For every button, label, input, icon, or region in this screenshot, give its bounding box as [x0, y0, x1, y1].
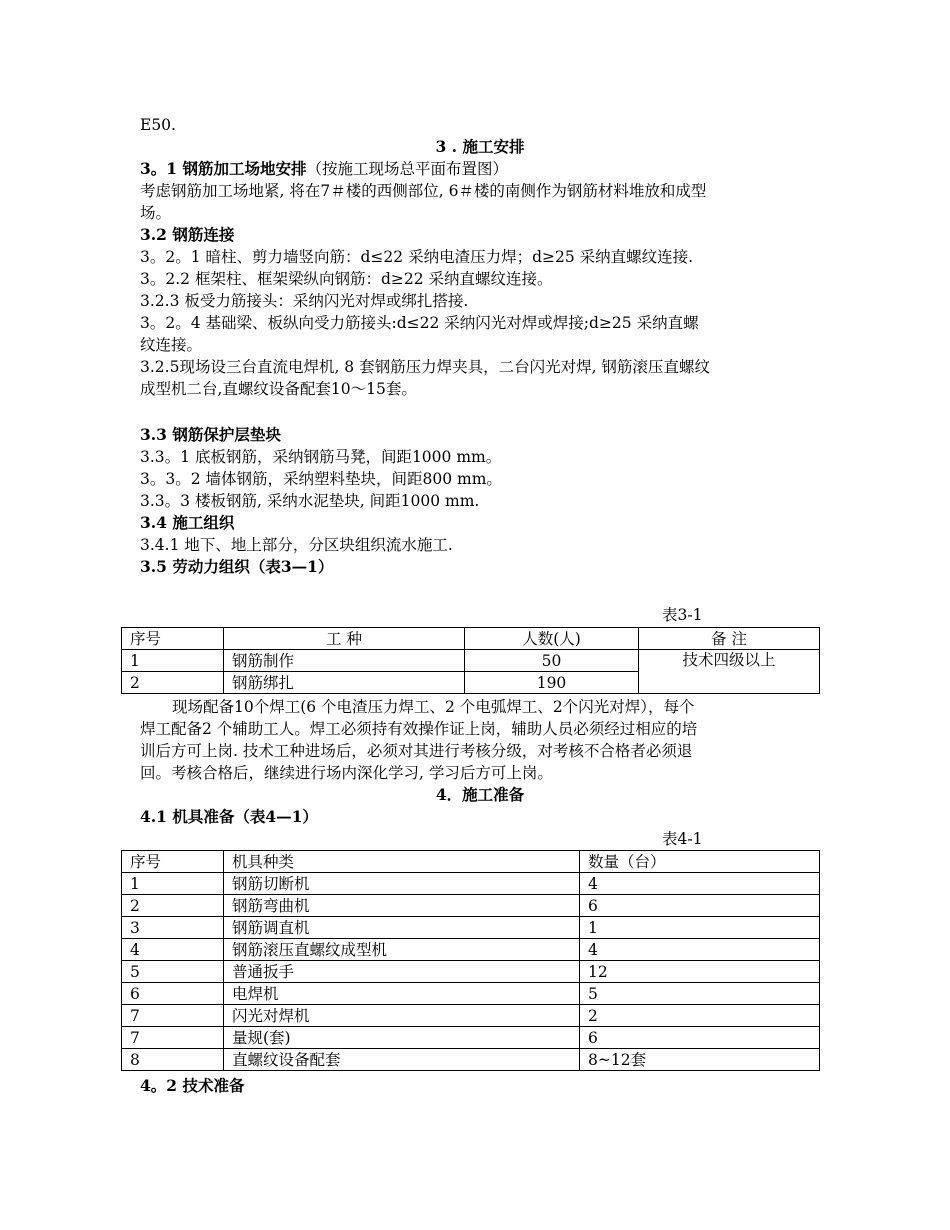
table-cell: 4 [580, 873, 820, 895]
paragraph-line: 3.2.5现场设三台直流电焊机, 8 套钢筋压力焊夹具，二台闪光对焊, 钢筋滚压直螺纹 [140, 358, 710, 376]
table-cell: 3 [122, 917, 224, 939]
table-cell: 12 [580, 961, 820, 983]
table-cell: 钢筋绑扎 [224, 672, 465, 694]
table-row [122, 873, 820, 895]
table-cell: 电焊机 [224, 983, 580, 1005]
subheading-4-1: 4.1 机具准备（表4—1） [140, 807, 318, 826]
table-row [122, 1049, 820, 1071]
table-cell: 直螺纹设备配套 [224, 1049, 580, 1071]
subheading-3-1 [140, 158, 820, 180]
paragraph-line: 纹连接。 [140, 336, 203, 354]
paragraph-line: 考虑钢筋加工场地紧, 将在7＃楼的西侧部位, 6＃楼的南侧作为钢筋材料堆放和成型 [140, 182, 707, 200]
table-row [122, 895, 820, 917]
paragraph-line: 焊工配备2 个辅助工人。焊工必须持有效操作证上岗，辅助人员必须经过相应的培 [140, 720, 698, 738]
paragraph-line: 3.3。3 楼板钢筋, 采纳水泥垫块, 间距1000 mm. [140, 492, 480, 510]
table-cell: 50 [465, 650, 639, 672]
subheading-3-4: 3.4 施工组织 [140, 513, 235, 532]
table-cell: 1 [580, 917, 820, 939]
subheading-3-1-title: 3。1 钢筋加工场地安排 [140, 159, 307, 178]
section-heading-4: 4．施工准备 [435, 785, 525, 804]
table-4-1-caption: 表4-1 [662, 830, 703, 848]
table-note-cell: 技术四级以上 [639, 650, 820, 694]
paragraph-line: 训后方可上岗. 技术工种进场后，必须对其进行考核分级，对考核不合格者必须退 [140, 742, 693, 760]
table-cell: 钢筋切断机 [224, 873, 580, 895]
table-cell: 2 [122, 672, 224, 694]
table-header-row [122, 851, 820, 873]
table-cell: 5 [122, 961, 224, 983]
section-heading-3: 3 . 施工安排 [435, 137, 525, 156]
paragraph-line: 3.4.1 地下、地上部分，分区块组织流水施工. [140, 536, 453, 554]
paragraph-line: 现场配备10个焊工(6 个电渣压力焊工、2 个电弧焊工、2个闪光对焊），每个 [172, 698, 695, 716]
table-cell: 6 [122, 983, 224, 1005]
table-cell: 量规(套) [224, 1027, 580, 1049]
header-cell: 数量（台） [580, 851, 820, 873]
equipment-table [121, 850, 820, 1071]
table-row [122, 961, 820, 983]
table-cell: 7 [122, 1027, 224, 1049]
table-cell: 4 [122, 939, 224, 961]
table-row [122, 1005, 820, 1027]
paragraph-line: 3.2.3 板受力筋接头：采纳闪光对焊或绑扎搭接. [140, 292, 469, 310]
paragraph-line: 成型机二台,直螺纹设备配套10～15套。 [140, 380, 417, 398]
table-cell: 钢筋制作 [224, 650, 465, 672]
table-cell: 2 [580, 1005, 820, 1027]
header-cell: 工 种 [224, 628, 465, 650]
table-row [122, 1027, 820, 1049]
paragraph-line: 3。3。2 墙体钢筋，采纳塑料垫块，间距800 mm。 [140, 470, 502, 488]
table-cell: 8 [122, 1049, 224, 1071]
table-row [122, 650, 820, 672]
table-cell: 2 [122, 895, 224, 917]
table-cell: 5 [580, 983, 820, 1005]
table-cell: 闪光对焊机 [224, 1005, 580, 1027]
table-cell: 钢筋弯曲机 [224, 895, 580, 917]
subheading-3-3: 3.3 钢筋保护层垫块 [140, 425, 281, 444]
header-cell: 备 注 [639, 628, 820, 650]
subheading-3-5: 3.5 劳动力组织（表3—1） [140, 557, 334, 576]
table-cell: 8~12套 [580, 1049, 820, 1071]
paragraph-line: 3。2。4 基础梁、板纵向受力筋接头:d≤22 采纳闪光对焊或焊接;d≥25 采纳直螺 [140, 314, 699, 332]
paragraph-line: 3.3。1 底板钢筋，采纳钢筋马凳，间距1000 mm。 [140, 448, 502, 466]
table-cell: 1 [122, 650, 224, 672]
table-cell: 钢筋滚压直螺纹成型机 [224, 939, 580, 961]
table-cell: 6 [580, 895, 820, 917]
header-cell: 序号 [122, 628, 224, 650]
table-cell: 钢筋调直机 [224, 917, 580, 939]
table-cell: 190 [465, 672, 639, 694]
table-cell: 7 [122, 1005, 224, 1027]
header-cell: 序号 [122, 851, 224, 873]
text-line: E50. [140, 116, 176, 134]
table-cell: 4 [580, 939, 820, 961]
table-row [122, 939, 820, 961]
subheading-3-1-note: （按施工现场总平面布置图） [306, 160, 508, 178]
subheading-4-2: 4。2 技术准备 [140, 1076, 245, 1095]
table-cell: 普通扳手 [224, 961, 580, 983]
table-row [122, 917, 820, 939]
paragraph-line: 场。 [140, 204, 172, 222]
subheading-3-2: 3.2 钢筋连接 [140, 225, 235, 244]
paragraph-line: 3。2.2 框架柱、框架梁纵向钢筋：d≥22 采纳直螺纹连接。 [140, 270, 553, 288]
paragraph-line: 3。2。1 暗柱、剪力墙竖向筋：d≤22 采纳电渣压力焊；d≥25 采纳直螺纹连接. [140, 248, 694, 266]
table-header-row [122, 628, 820, 650]
header-cell: 人数(人) [465, 628, 639, 650]
labor-table [121, 627, 820, 694]
header-cell: 机具种类 [224, 851, 580, 873]
table-cell: 6 [580, 1027, 820, 1049]
table-row [122, 983, 820, 1005]
table-cell: 1 [122, 873, 224, 895]
table-3-1-caption: 表3-1 [662, 606, 703, 624]
paragraph-line: 回。考核合格后，继续进行场内深化学习, 学习后方可上岗。 [140, 764, 553, 782]
